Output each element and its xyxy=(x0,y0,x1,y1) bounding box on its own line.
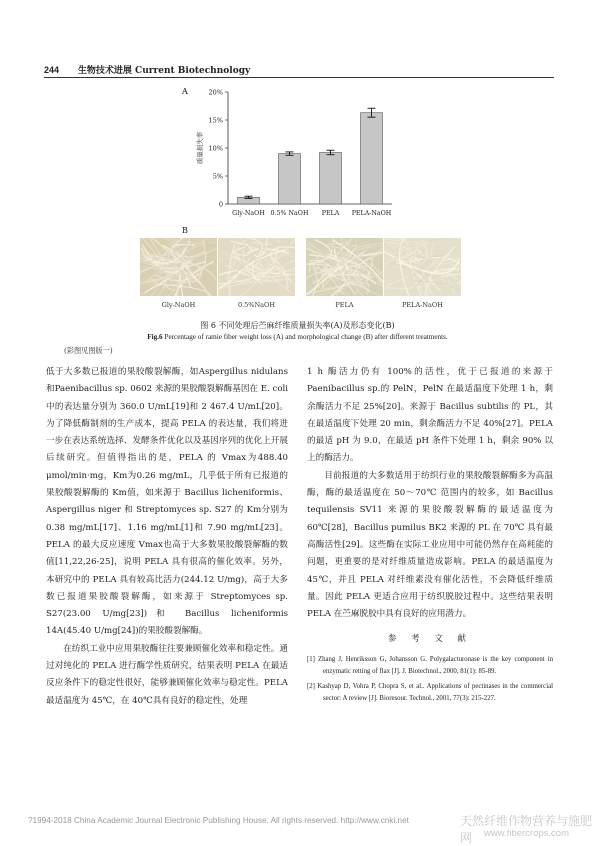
figure-note: (彩图见图版一) xyxy=(64,346,113,355)
body-paragraph: 目前报道的大多数适用于纺织行业的果胶酸裂解酶多为高温酶，酶的最适温度在 50～70℃ 范围内的较多，如 Bacillus tequilensis SV11 来源的果胶酸裂解酶的最适温度为 60℃[28]，Bacillus pumilus BK2 来源的 PL 在 70℃ 具有最高酶活性[29]。这些酶在实际工业应用中可能仍然存在高耗能的问题，更重要的是对纤维质量造成影响。PELA 的最适温度为 45℃，并且 PELA 对纤维素没有催化活性，不会降低纤维质量。因此 PELA 更适合应用于纺织脱胶过程中。这些结果表明 PELA 在苎麻脱胶中具有良好的应用潜力。 xyxy=(307,470,553,620)
figure-caption-en xyxy=(0,333,595,341)
journal-name: 生物技术进展 Current Biotechnology xyxy=(77,66,251,76)
reference-item: [1] Zhang J, Henriksson G, Johansson G. Polygalacturonase is the key component in enzymatic retting of flax [J]. J. Biotechnol., 2000, 81(1): 85-89. xyxy=(307,655,553,675)
y-tick-label: 15% xyxy=(208,116,223,125)
body-column-left xyxy=(46,364,288,710)
panel-b-label: B xyxy=(182,226,188,235)
figure-caption-en-label: Fig.6 xyxy=(147,333,163,341)
y-axis-label: 质量损失率 xyxy=(196,131,204,165)
bar xyxy=(361,113,383,204)
header-rule xyxy=(44,77,554,78)
references-heading: 参 考 文 献 xyxy=(387,634,473,645)
photo-pela-naoh xyxy=(384,238,461,296)
copyright-footer: ?1994-2018 China Academic Journal Electronic Publishing House. All rights reserved. http://www.cnki.net xyxy=(28,816,409,825)
x-tick-label: PELA xyxy=(321,210,340,217)
chart-plot-area xyxy=(195,89,392,218)
y-tick-label: 10% xyxy=(208,144,223,153)
body-column-right xyxy=(307,364,553,708)
x-tick-label: Gly-NaOH xyxy=(232,210,265,217)
photo-gly-naoh xyxy=(140,238,217,296)
photo-label-4: PELA-NaOH xyxy=(402,301,443,309)
body-paragraph: 1 h 酶活力仍有 100%的活性，优于已报道的来源于 Paenibacillus sp.的 PelN，PelN 在最适温度下处理 1 h，剩余酶活力不足 25%[20]。来源于 Bacillus subtilis 的 PL，其在最适温度下处理 20 min，剩余酶活力不足 40%[27]。PELA 的最适 pH 为 9.0，在最适 pH 条件下处理 1 h，剩余 90% 以上的酶活力。 xyxy=(307,367,553,464)
watermark-url: www.fibercrops.com xyxy=(484,828,569,839)
weight-loss-bar-chart xyxy=(180,84,400,220)
body-paragraph: 低于大多数已报道的果胶酸裂解酶，如Aspergillus nidulans 和Paenibacillus sp. 0602 来源的果胶酸裂解酶基因在 E. coli 中的表达量分别为 360.0 U/mL[19]和 2 467.4 U/mL[20]。为了降低酶制剂的生产成本，提高 PELA 的表达量，我们将进一步在表达系统选择、发酵条件优化以及基因序列的优化上开展后续研究。但值得指出的是，PELA 的 Vmax为488.40 μmol/min·mg，Km为0.26 mg/mL，几乎低于所有已报道的果胶酸裂解酶的 Km值，如来源于 Bacillus licheniformis、Aspergillus niger 和 Streptomyces sp. S27 的 Km分别为0.38 mg/mL[17]、1.16 mg/mL[1]和 7.90 mg/mL[23]。PELA 的最大反应速度 Vmax也高于大多数果胶酸裂解酶的数值[11,22,26-25]，说明 PELA 具有很高的催化效率。另外，本研究中的 PELA 具有较高比活力(244.12 U/mg)，高于大多数已报道果胶酸裂解酶，如来源于 Streptomyces sp. S27(23.00 U/mg[23])和 Bacillus licheniformis 14A(45.40 U/mg[24])的果胶酸裂解酶。 xyxy=(46,367,288,637)
y-tick-label: 5% xyxy=(212,172,223,181)
photo-label-1: Gly-NaOH xyxy=(161,301,196,309)
x-tick-label: 0.5% NaOH xyxy=(270,210,309,217)
page-number: 244 xyxy=(44,65,60,75)
panel-a-label: A xyxy=(182,87,188,96)
figure-caption-en-text: Percentage of ramie fiber weight loss (A) and morphological change (B) after different treatments. xyxy=(164,333,448,341)
figure-caption-cn: 图 6 不同处理后苎麻纤维质量损失率(A)及形态变化(B) xyxy=(200,321,395,330)
photo-naoh xyxy=(218,238,295,296)
running-header xyxy=(44,63,250,76)
y-tick-label: 20% xyxy=(208,88,223,97)
x-tick-label: PELA-NaOH xyxy=(351,210,392,217)
photo-pela xyxy=(306,238,383,296)
body-paragraph: 在纺织工业中应用果胶酶往往要兼顾催化效率和稳定性。通过对纯化的 PELA 进行酶学性质研究，结果表明 PELA 在最适反应条件下的稳定性很好，能够兼顾催化效率与稳定性。PELA 最适温度为 45℃，在 40℃具有良好的稳定性，处理 xyxy=(46,643,288,706)
photo-label-3: PELA xyxy=(335,301,354,309)
reference-item: [2] Kashyap D, Vohra P, Chopra S, et al.. Applications of pectinases in the commercial sector: A review [J]. Bioresour. Technol., 2001, 77(3): 215-227. xyxy=(307,682,553,702)
bar xyxy=(279,154,301,204)
bar xyxy=(320,152,342,204)
y-tick-label: 0 xyxy=(218,200,223,209)
photo-label-2: 0.5%NaOH xyxy=(237,301,276,309)
watermark-text: 天然纤维作物营养与施肥网 xyxy=(460,814,593,845)
